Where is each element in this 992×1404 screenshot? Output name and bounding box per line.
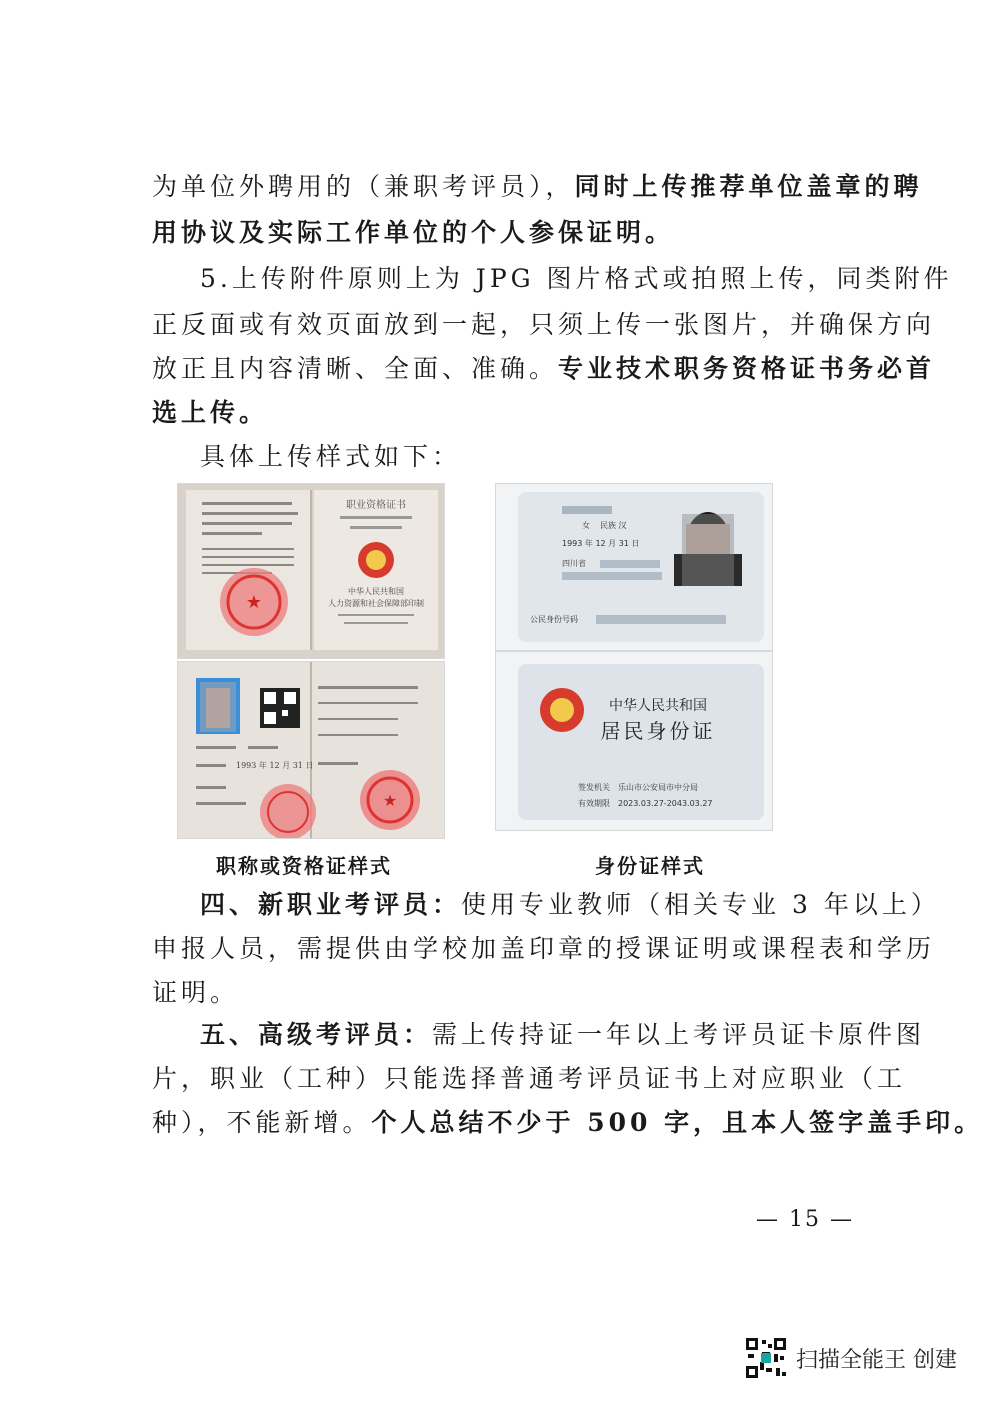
paragraph-2-line-4: [152, 396, 842, 430]
id-front-addr: 四川省: [562, 559, 586, 568]
id-front-birth: 1993 年 12 月 31 日: [562, 539, 640, 548]
section-5-line-1: [200, 1018, 926, 1052]
section-4-l1: 使用专业教师（相关专业 3 年以上）: [461, 890, 940, 919]
section-4-l2: 申报人员，需提供由学校加盖印章的授课证明或课程表和学历: [152, 934, 936, 963]
id-caption: 身份证样式: [595, 854, 705, 878]
p2-l3-normal: 放正且内容清晰、全面、准确。: [152, 354, 559, 383]
cert-inner-svg: [178, 484, 444, 658]
scanner-watermark: [744, 1336, 957, 1380]
id-back-svg: [496, 652, 772, 830]
id-back-photo: [496, 652, 772, 830]
section-4-line-3: [152, 976, 842, 1010]
cert-caption: 职称或资格证样式: [216, 854, 392, 878]
id-authority: 乐山市公安局市中分局: [618, 783, 698, 792]
id-front-photo: [496, 484, 772, 650]
id-back-subtitle: 居民身份证: [600, 719, 716, 743]
paragraph-2-line-3: [152, 352, 936, 386]
paragraph-1-line-2: [152, 216, 842, 250]
sample-intro-text: 具体上传样式如下：: [200, 442, 462, 471]
cert-birth: 1993 年 12 月 31 日: [236, 761, 314, 770]
cert-inner-svg-2: [178, 662, 444, 838]
id-valid-label: 有效期限: [578, 799, 610, 808]
section-4-line-2: [152, 932, 936, 966]
sample-intro: [200, 440, 840, 474]
id-front-number-label: 公民身份号码: [530, 615, 578, 624]
section-4-l3: 证明。: [152, 978, 240, 1007]
p2-l3-bold: 专业技术职务资格证书务必首: [558, 354, 936, 383]
p1-l1-bold: 同时上传推荐单位盖章的聘: [574, 172, 923, 201]
section-5-l3-bold: 个人总结不少于 500 字，且本人签字盖手印。: [371, 1108, 984, 1137]
id-authority-label: 签发机关: [578, 783, 610, 792]
section-5-l3-normal: 种），不能新增。: [152, 1108, 372, 1137]
cert-title: 职业资格证书: [346, 500, 406, 511]
paragraph-1-line-1: [152, 170, 923, 204]
section-5-line-3: [152, 1106, 984, 1140]
section-5-l1: 需上传持证一年以上考评员证卡原件图: [432, 1020, 926, 1049]
id-valid: 2023.03.27-2043.03.27: [618, 799, 713, 808]
p1-l2-bold: 用协议及实际工作单位的个人参保证明。: [152, 218, 675, 247]
p2-l1: 5.上传附件原则上为 JPG 图片格式或拍照上传，同类附件: [200, 264, 953, 293]
p2-l4-bold: 选上传。: [152, 398, 269, 427]
id-front-sex: 女: [582, 521, 590, 530]
cert-issuer-1: 中华人民共和国: [348, 587, 404, 596]
scanner-watermark-text: 扫描全能王 创建: [796, 1347, 957, 1373]
p1-l1-normal: 为单位外聘用的（兼职考评员），: [152, 172, 575, 201]
svg-text:★: ★: [245, 592, 263, 613]
paragraph-2-line-2: [152, 308, 936, 342]
cert-photo-bottom: [178, 662, 444, 838]
p2-l2: 正反面或有效页面放到一起，只须上传一张图片，并确保方向: [152, 310, 936, 339]
page-number: — 15 —: [756, 1207, 854, 1232]
section-5-line-2: [152, 1062, 907, 1096]
svg-text:★: ★: [382, 791, 398, 810]
section-5-heading: 五、高级考评员：: [200, 1020, 433, 1049]
id-front-ethnic: 民族 汉: [600, 521, 627, 530]
cert-photo-top: [178, 484, 444, 658]
section-4-heading: 四、新职业考评员：: [200, 890, 462, 919]
id-front-svg: [496, 484, 772, 650]
cert-issuer-2: 人力资源和社会保障部印制: [328, 599, 424, 608]
section-4-line-1: [200, 888, 940, 922]
paragraph-2-line-1: [200, 262, 953, 296]
section-5-l2: 片，职业（工种）只能选择普通考评员证书上对应职业（工: [152, 1064, 907, 1093]
qr-code-icon: [744, 1336, 788, 1380]
id-back-title: 中华人民共和国: [609, 698, 707, 714]
